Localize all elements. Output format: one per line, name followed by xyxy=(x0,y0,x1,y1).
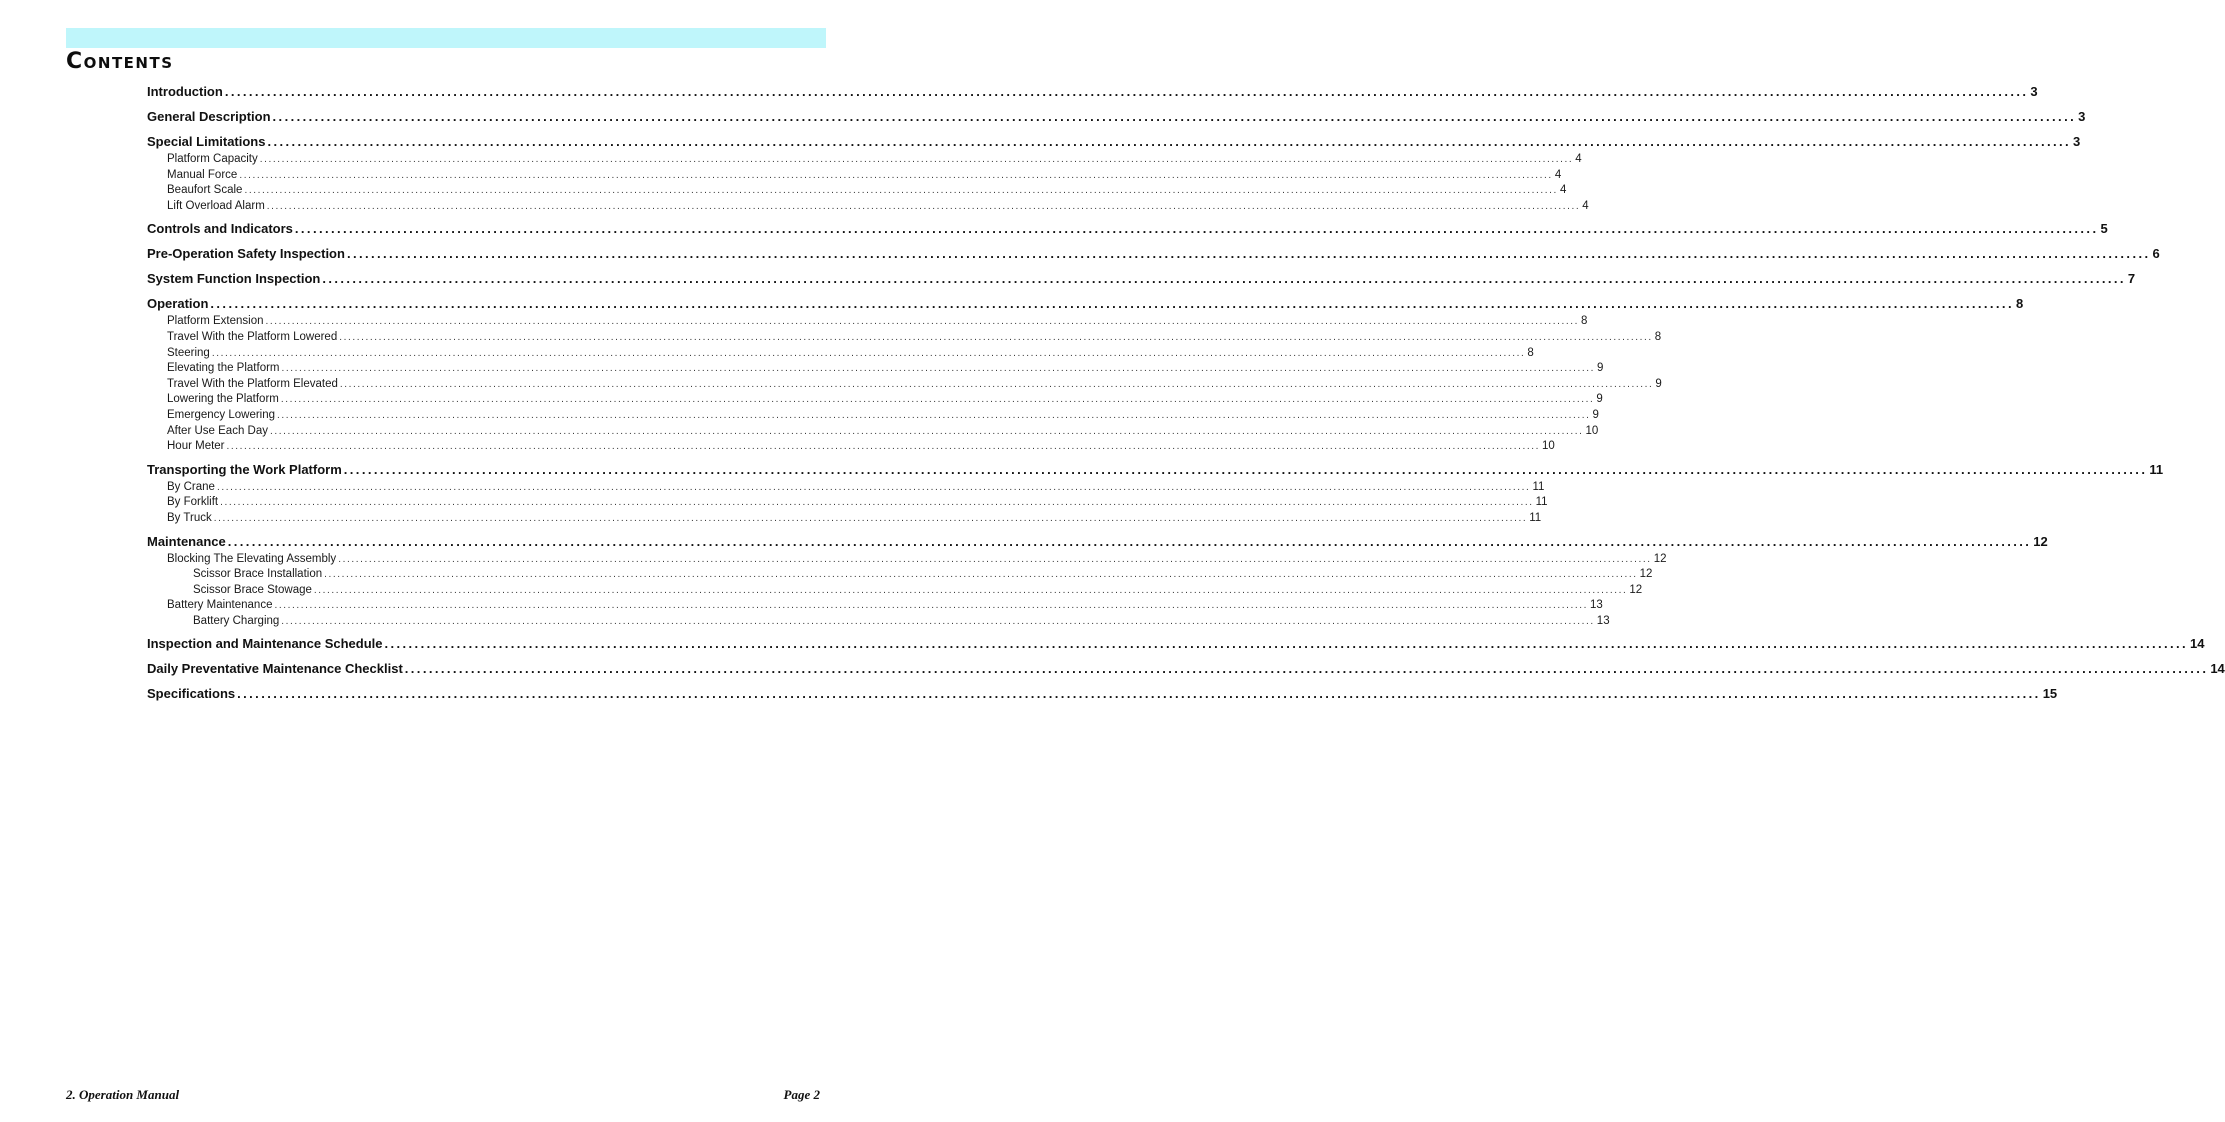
toc-entry-title: Special Limitations xyxy=(147,134,266,149)
toc-entry-title: Scissor Brace Stowage xyxy=(193,583,312,596)
toc-entry-title: Transporting the Work Platform xyxy=(147,461,342,477)
toc-entry-title: Battery Charging xyxy=(193,614,280,627)
toc-entry-page: 3 xyxy=(2073,134,2081,149)
toc-entry-page: 14 xyxy=(2190,636,2205,652)
toc-entry-page: 4 xyxy=(1582,199,1589,212)
toc-entry[interactable] xyxy=(147,552,1667,568)
toc-entry[interactable] xyxy=(147,82,2038,102)
toc-entry-page: 11 xyxy=(2149,461,2164,477)
toc-entry[interactable] xyxy=(147,511,1542,527)
toc-entry[interactable] xyxy=(147,361,1604,377)
toc-entry[interactable] xyxy=(147,219,2108,239)
toc-entry-page: 9 xyxy=(1655,377,1662,390)
toc-entry[interactable] xyxy=(147,614,1610,630)
toc-entry-title: General Description xyxy=(147,109,271,124)
toc-entry-page: 7 xyxy=(2127,271,2136,287)
toc-entry-title: By Truck xyxy=(167,511,212,524)
toc-entry-page: 9 xyxy=(1592,408,1599,421)
toc-entry-page: 4 xyxy=(1554,168,1562,181)
toc-entry[interactable] xyxy=(147,634,2205,654)
toc-entry-title: Platform Extension xyxy=(167,315,264,328)
toc-dot-leader: ............................................................................................................................................................................................................................................................................................................ xyxy=(277,409,1591,421)
toc-entry-page: 6 xyxy=(2152,246,2160,262)
toc-entry-page: 12 xyxy=(1639,568,1653,581)
toc-entry[interactable] xyxy=(147,460,2164,480)
toc-dot-leader: ............................................................................................................................................................................................................................................................................................................ xyxy=(211,347,1526,359)
toc-entry[interactable] xyxy=(147,408,1599,424)
toc-dot-leader: ............................................................................................................................................................................................................................................................................................................ xyxy=(338,553,1652,565)
toc-entry-title: Inspection and Maintenance Schedule xyxy=(147,636,383,652)
toc-entry-title: System Function Inspection xyxy=(147,271,321,287)
toc-entry-page: 10 xyxy=(1542,440,1555,453)
toc-dot-leader: ............................................................................................................................................................................................................................................................................................................ xyxy=(281,615,1595,627)
toc-entry[interactable] xyxy=(147,424,1599,440)
toc-entry[interactable] xyxy=(147,532,2048,552)
toc-entry-page: 8 xyxy=(1581,315,1588,328)
toc-entry-page: 5 xyxy=(2100,221,2108,237)
toc-entry-page: 9 xyxy=(1597,362,1604,375)
toc-entry-title: Travel With the Platform Elevated xyxy=(167,377,338,390)
toc-entry-page: 10 xyxy=(1585,424,1599,437)
toc-dot-leader: ............................................................................................................................................................................................................................................................................................................ xyxy=(226,441,1541,453)
toc-dot-leader: ............................................................................................................................................................................................................................................................................................................ xyxy=(266,200,1581,212)
toc-entry-title: Hour Meter xyxy=(167,440,225,453)
toc-entry[interactable] xyxy=(147,269,2136,289)
toc-dot-leader: ............................................................................................................................................................................................................................................................................................................ xyxy=(322,271,2126,287)
toc-entry[interactable] xyxy=(147,107,2086,127)
toc-dot-leader: ............................................................................................................................................................................................................................................................................................................ xyxy=(239,169,1553,181)
toc-dot-leader: ............................................................................................................................................................................................................................................................................................................ xyxy=(213,512,1528,524)
toc-entry[interactable] xyxy=(147,392,1603,408)
toc-dot-leader: ............................................................................................................................................................................................................................................................................................................ xyxy=(339,331,1653,343)
toc-dot-leader: ............................................................................................................................................................................................................................................................................................................ xyxy=(324,569,1638,581)
toc-entry[interactable] xyxy=(147,294,2024,314)
toc-entry-title: Operation xyxy=(147,296,209,312)
toc-entry-page: 4 xyxy=(1559,184,1567,197)
toc-dot-leader: ............................................................................................................................................................................................................................................................................................................ xyxy=(265,316,1580,328)
toc-entry-page: 13 xyxy=(1589,599,1603,612)
toc-dot-leader: ............................................................................................................................................................................................................................................................................................................ xyxy=(244,185,1558,197)
toc-entry-page: 12 xyxy=(1653,552,1667,565)
toc-entry-title: Pre-Operation Safety Inspection xyxy=(147,246,345,262)
toc-entry-page: 8 xyxy=(1527,346,1534,359)
toc-dot-leader: ............................................................................................................................................................................................................................................................................................................ xyxy=(280,394,1595,406)
toc-entry-title: Beaufort Scale xyxy=(167,184,243,197)
toc-entry-title: By Forklift xyxy=(167,496,219,509)
table-of-contents xyxy=(147,82,2225,704)
toc-entry-title: Steering xyxy=(167,346,210,359)
toc-entry-page: 11 xyxy=(1535,496,1548,509)
toc-entry[interactable] xyxy=(147,439,1555,455)
toc-entry[interactable] xyxy=(147,377,1662,393)
toc-dot-leader: ............................................................................................................................................................................................................................................................................................................ xyxy=(227,533,2032,549)
toc-entry-page: 14 xyxy=(2210,661,2225,677)
toc-dot-leader: ............................................................................................................................................................................................................................................................................................................ xyxy=(384,636,2189,652)
toc-entry[interactable] xyxy=(147,330,1662,346)
toc-entry-title: Daily Preventative Maintenance Checklist xyxy=(147,661,403,677)
toc-dot-leader: ............................................................................................................................................................................................................................................................................................................ xyxy=(272,109,2077,124)
toc-entry[interactable] xyxy=(147,132,2081,152)
toc-dot-leader: ............................................................................................................................................................................................................................................................................................................ xyxy=(346,246,2151,262)
toc-entry-title: Specifications xyxy=(147,686,236,702)
toc-entry-page: 11 xyxy=(1532,480,1545,493)
toc-entry[interactable] xyxy=(147,495,1548,511)
toc-entry[interactable] xyxy=(147,684,2058,704)
toc-dot-leader: ............................................................................................................................................................................................................................................................................................................ xyxy=(343,461,2148,477)
toc-entry-title: Blocking The Elevating Assembly xyxy=(167,552,337,565)
toc-dot-leader: ............................................................................................................................................................................................................................................................................................................ xyxy=(216,481,1531,493)
toc-entry[interactable] xyxy=(147,659,2225,679)
toc-entry-title: Platform Capacity xyxy=(167,153,258,165)
toc-entry[interactable] xyxy=(147,199,1589,215)
toc-dot-leader: ............................................................................................................................................................................................................................................................................................................ xyxy=(267,134,2072,149)
toc-entry-title: Introduction xyxy=(147,84,223,99)
toc-entry-title: Maintenance xyxy=(147,533,226,549)
toc-entry-title: Travel With the Platform Lowered xyxy=(167,330,338,343)
toc-entry-title: Emergency Lowering xyxy=(167,408,276,421)
toc-entry-page: 13 xyxy=(1596,614,1610,627)
toc-entry-page: 11 xyxy=(1529,511,1542,524)
toc-entry-page: 3 xyxy=(2030,84,2038,99)
toc-entry-title: Lowering the Platform xyxy=(167,393,279,406)
toc-entry-page: 8 xyxy=(2015,296,2024,312)
toc-dot-leader: ............................................................................................................................................................................................................................................................................................................ xyxy=(339,378,1654,390)
toc-dot-leader: ............................................................................................................................................................................................................................................................................................................ xyxy=(210,296,2014,312)
toc-entry-title: Manual Force xyxy=(167,168,238,181)
page-title: Contents xyxy=(66,49,174,74)
toc-entry[interactable] xyxy=(147,567,1653,583)
toc-dot-leader: ............................................................................................................................................................................................................................................................................................................ xyxy=(224,84,2029,99)
toc-dot-leader: ............................................................................................................................................................................................................................................................................................................ xyxy=(237,686,2041,702)
toc-dot-leader: ............................................................................................................................................................................................................................................................................................................ xyxy=(259,154,1574,165)
toc-entry[interactable] xyxy=(147,583,1643,599)
toc-entry-title: Controls and Indicators xyxy=(147,221,293,237)
toc-dot-leader: ............................................................................................................................................................................................................................................................................................................ xyxy=(274,600,1588,612)
toc-entry-page: 12 xyxy=(1629,583,1643,596)
footer-manual-title: 2. Operation Manual xyxy=(66,1087,180,1102)
toc-entry[interactable] xyxy=(147,480,1545,496)
toc-entry[interactable] xyxy=(147,346,1534,362)
toc-dot-leader: ............................................................................................................................................................................................................................................................................................................ xyxy=(313,584,1628,596)
toc-entry-title: After Use Each Day xyxy=(167,424,268,437)
toc-entry-page: 8 xyxy=(1654,330,1662,343)
toc-entry[interactable] xyxy=(147,314,1588,330)
toc-entry[interactable] xyxy=(147,244,2160,264)
toc-dot-leader: ............................................................................................................................................................................................................................................................................................................ xyxy=(220,497,1534,509)
toc-entry[interactable] xyxy=(147,183,1567,199)
toc-entry-page: 12 xyxy=(2033,533,2048,549)
footer-page-number: Page 2 xyxy=(783,1087,820,1102)
toc-entry-page: 15 xyxy=(2042,686,2058,702)
toc-dot-leader: ............................................................................................................................................................................................................................................................................................................ xyxy=(294,221,2099,237)
toc-entry-title: By Crane xyxy=(167,480,215,493)
toc-entry-page: 4 xyxy=(1575,153,1582,165)
toc-entry-title: Scissor Brace Installation xyxy=(193,568,323,581)
toc-entry-title: Elevating the Platform xyxy=(167,362,280,375)
toc-dot-leader: ............................................................................................................................................................................................................................................................................................................ xyxy=(281,363,1596,375)
toc-entry[interactable] xyxy=(147,152,1582,168)
toc-entry[interactable] xyxy=(147,168,1562,184)
toc-entry-page: 3 xyxy=(2078,109,2086,124)
toc-dot-leader: ............................................................................................................................................................................................................................................................................................................ xyxy=(269,425,1584,437)
toc-entry-title: Battery Maintenance xyxy=(167,599,273,612)
header-band xyxy=(66,28,826,48)
toc-entry-page: 9 xyxy=(1596,393,1603,406)
toc-dot-leader: ............................................................................................................................................................................................................................................................................................................ xyxy=(404,661,2209,677)
toc-entry-title: Lift Overload Alarm xyxy=(167,199,265,212)
toc-entry[interactable] xyxy=(147,598,1603,614)
